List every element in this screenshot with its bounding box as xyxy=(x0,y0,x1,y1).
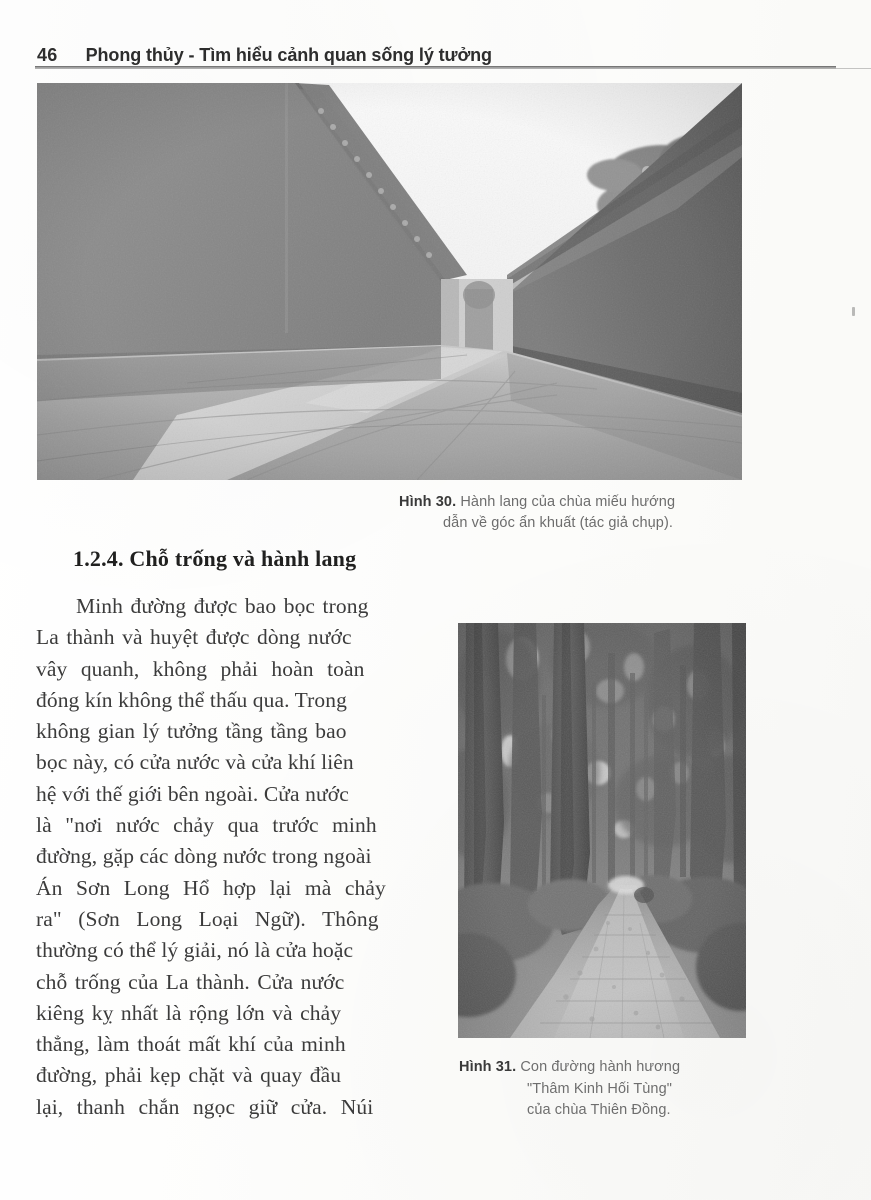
body-line: thường có thể lý giải, nó là cửa hoặc xyxy=(36,938,354,963)
scan-artifact xyxy=(852,307,855,316)
figure-caption-hinh-31 xyxy=(459,1057,789,1122)
body-line: La thành và huyệt được dòng nước xyxy=(36,625,352,650)
figure-caption-hinh-30 xyxy=(399,492,749,534)
figure-label-hinh-30: Hình 30. xyxy=(399,494,457,510)
temple-corridor-photo xyxy=(37,83,742,480)
figure-image-hinh-30 xyxy=(37,83,742,480)
body-line: chỗ trống của La thành. Cửa nước xyxy=(36,969,345,994)
body-line: đường, gặp các dòng nước trong ngoài xyxy=(36,844,372,869)
figure-caption-line-2: dẫn về góc ẩn khuất (tác giả chụp). xyxy=(443,515,674,531)
body-line: lại, thanh chắn ngọc giữ cửa. Núi xyxy=(36,1094,374,1119)
figure-caption-line-3: của chùa Thiên Đồng. xyxy=(527,1102,671,1118)
page-number: 46 xyxy=(37,45,58,65)
body-line: kiêng kỵ nhất là rộng lớn và chảy xyxy=(36,1000,342,1025)
body-line: ra" (Sơn Long Loại Ngữ). Thông xyxy=(36,906,379,931)
body-line: là "nơi nước chảy qua trước minh xyxy=(36,813,377,838)
pilgrimage-path-photo xyxy=(458,623,746,1038)
body-line: đóng kín không thể thấu qua. Trong xyxy=(36,687,347,712)
figure-caption-line-1: Hành lang của chùa miếu hướng xyxy=(460,494,676,510)
body-line: Án Sơn Long Hổ hợp lại mà chảy xyxy=(36,875,386,900)
body-text-column xyxy=(36,591,440,1123)
page-title: Phong thủy - Tìm hiểu cảnh quan sống lý tưởng xyxy=(85,45,492,65)
body-line: bọc này, có cửa nước và cửa khí liên xyxy=(36,750,354,775)
header-divider xyxy=(35,66,836,69)
section-heading: 1.2.4. Chỗ trống và hành lang xyxy=(73,546,357,571)
page-header xyxy=(37,36,837,64)
body-line: Minh đường được bao bọc trong xyxy=(76,594,369,618)
figure-label-hinh-31: Hình 31. xyxy=(459,1059,517,1075)
body-line: vây quanh, không phải hoàn toàn xyxy=(36,656,365,681)
body-line: đường, phải kẹp chặt và quay đầu xyxy=(36,1063,342,1088)
body-line: hệ với thế giới bên ngoài. Cửa nước xyxy=(36,781,349,806)
body-line: không gian lý tưởng tầng tầng bao xyxy=(36,719,347,744)
figure-caption-line-1: Con đường hành hương xyxy=(520,1059,681,1075)
body-line: thẳng, làm thoát mất khí của minh xyxy=(36,1032,346,1057)
figure-caption-line-2: "Thâm Kinh Hối Tùng" xyxy=(527,1080,673,1097)
figure-image-hinh-31 xyxy=(458,623,746,1038)
